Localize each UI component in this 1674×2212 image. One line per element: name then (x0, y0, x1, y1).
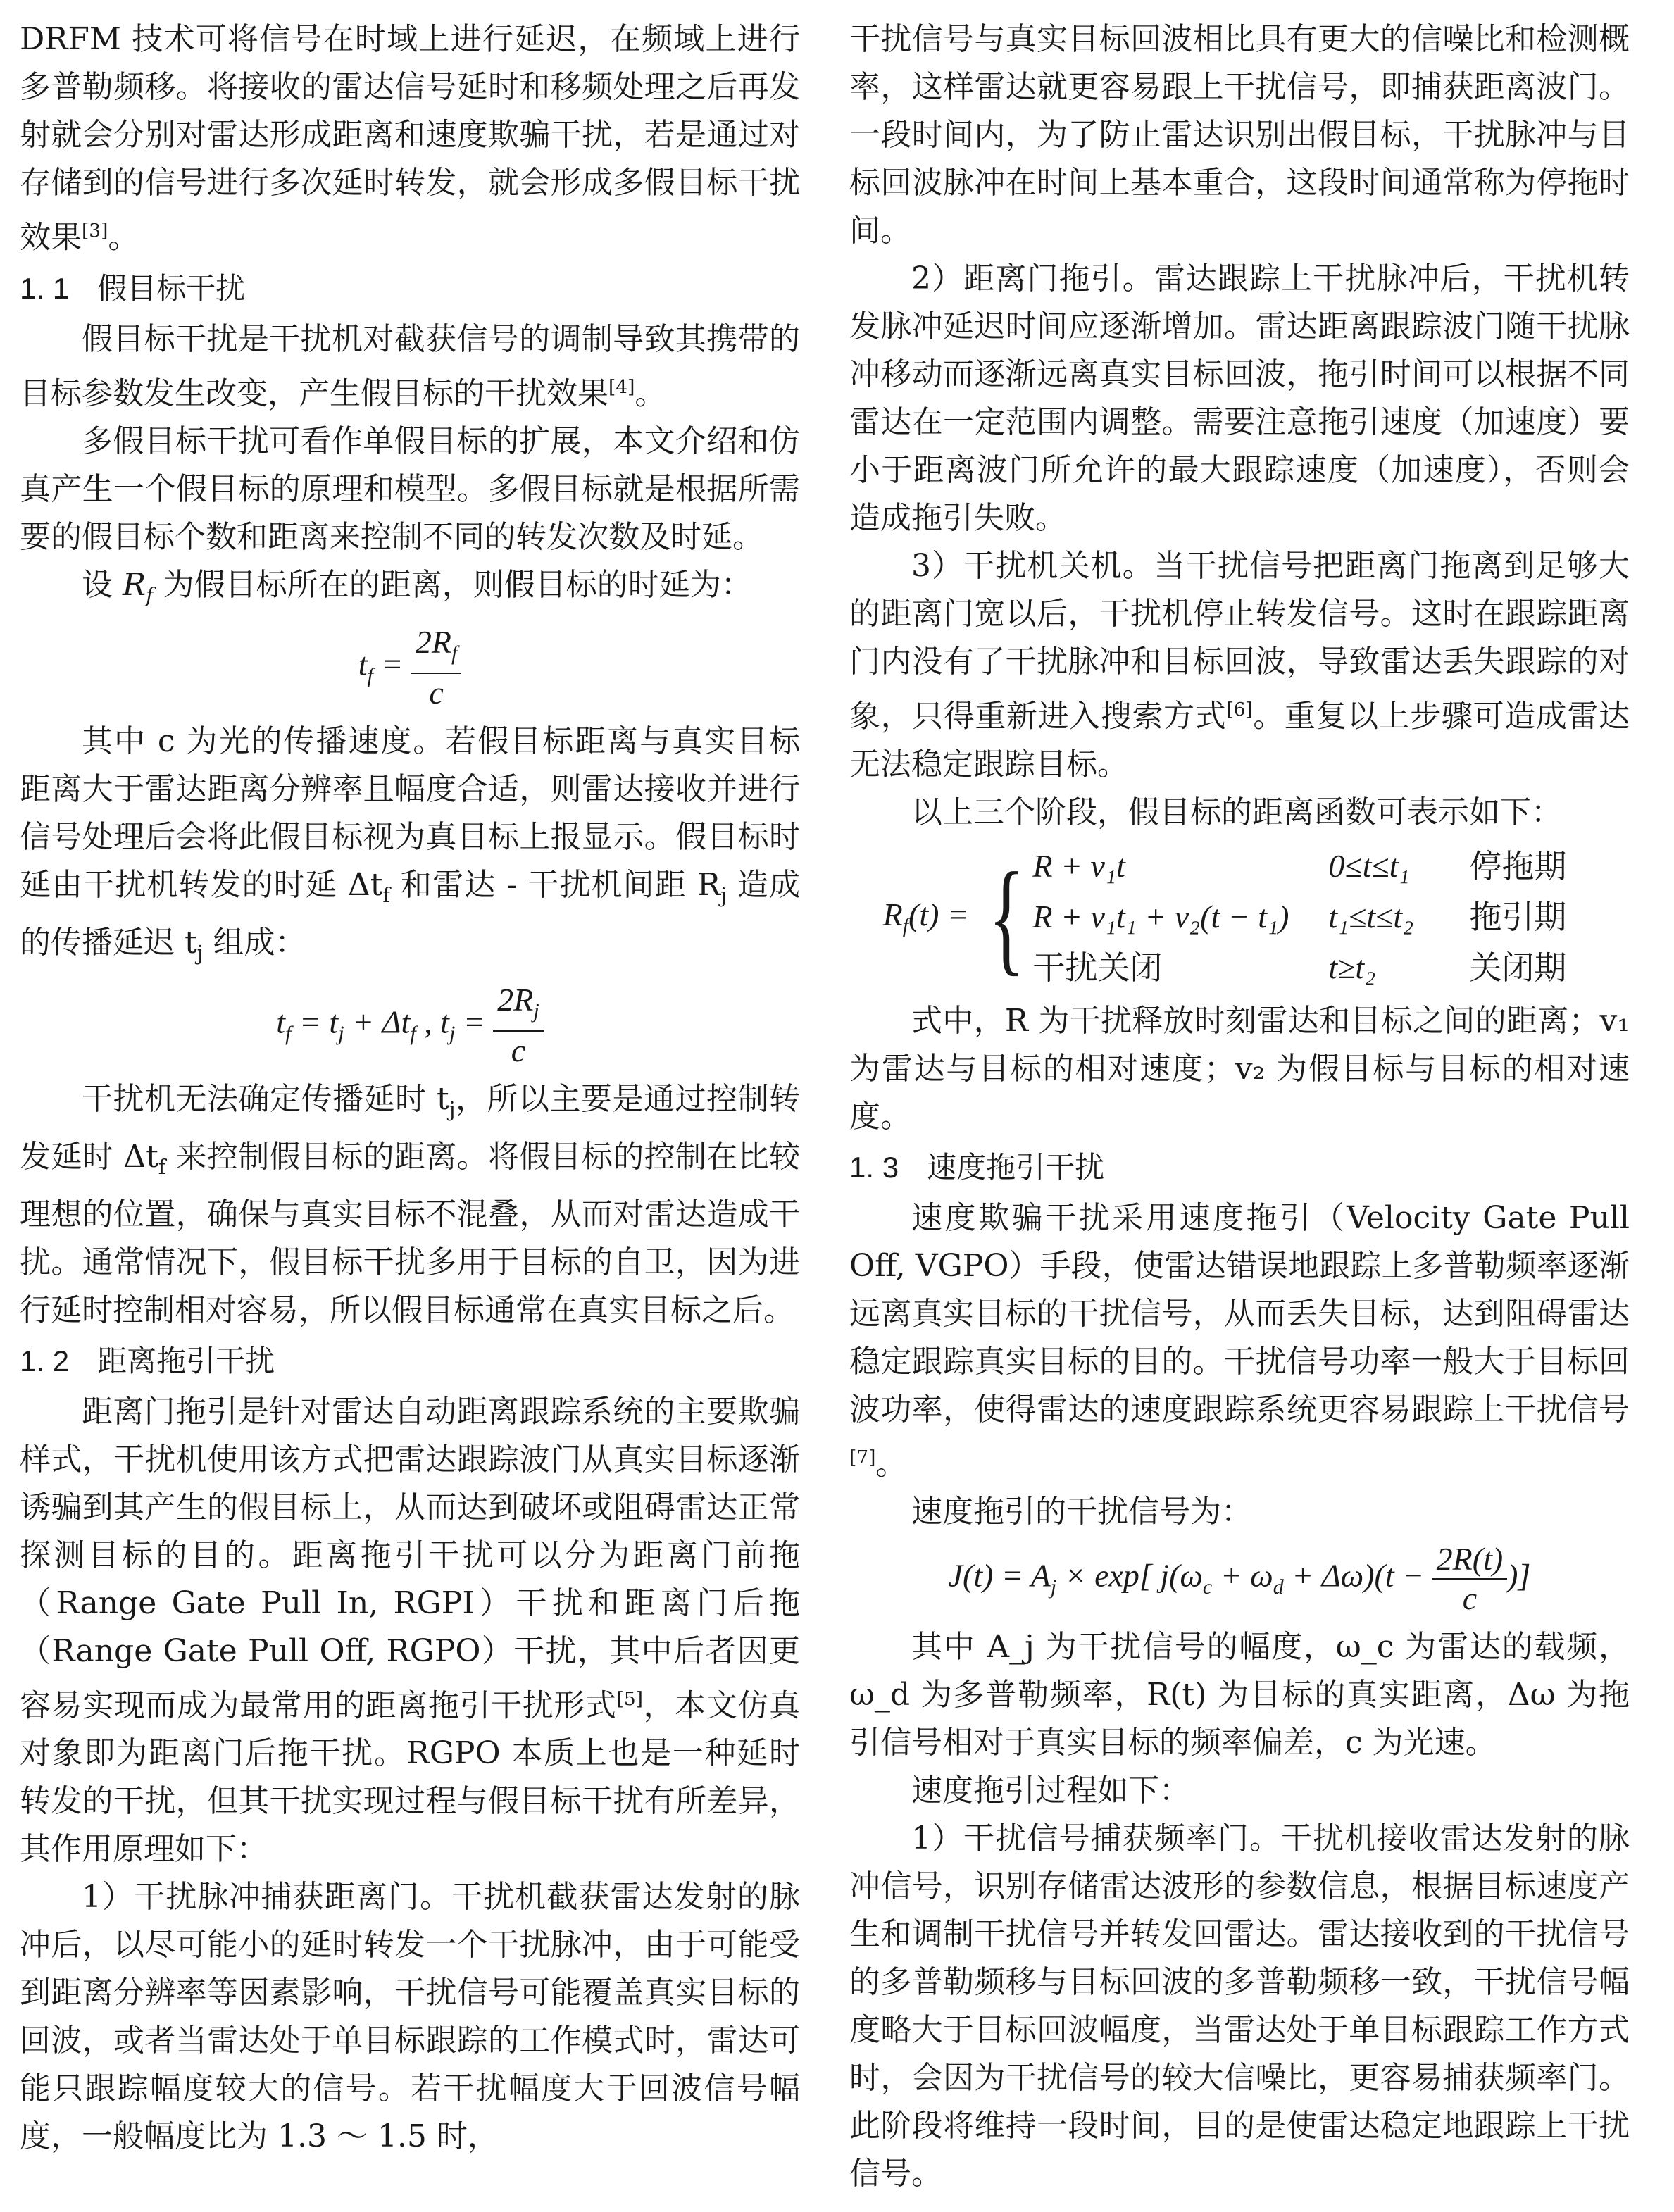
section-heading-1-2: 1. 2 距离拖引干扰 (20, 1344, 275, 1377)
citation: [7] (849, 1446, 876, 1468)
paragraph: 距离门拖引是针对雷达自动距离跟踪系统的主要欺骗样式，干扰机使用该方式把雷达跟踪波门从真实目标逐渐诱骗到其产生的假目标上，从而达到破坏或阻碍雷达正常探测目标的目的。距离拖引干扰可以分为距离门前拖（Range Gate Pull In, RGPI）干扰和距离门后拖（Range Gate Pull Off, RGPO）干扰，其中后者因更容易实现而成为最常用的距离拖引干扰形式[5]，本文仿真对象即为距离门后拖干扰。RGPO 本质上也是一种延时转发的干扰，但其干扰实现过程与假目标干扰有所差异，其作用原理如下： (20, 1393, 801, 1868)
paragraph: 式中，R 为干扰释放时刻雷达和目标之间的距离；v₁ 为雷达与目标的相对速度；v₂ 为假目标与目标的相对速度。 (849, 1002, 1630, 1135)
paragraph: 2）距离门拖引。雷达跟踪上干扰脉冲后，干扰机转发脉冲延迟时间应逐渐增加。雷达距离跟踪波门随干扰脉冲移动而逐渐远离真实目标回波，拖引时间可以根据不同雷达在一定范围内调整。需要注意拖引速度（加速度）要小于距离波门所允许的最大跟踪速度（加速度），否则会造成拖引失败。 (849, 261, 1630, 536)
paragraph: 设 $R_f$ 为假目标所在的距离，则假目标的时延为： (82, 567, 752, 608)
citation: [6] (1226, 699, 1253, 720)
fraction: $\frac{2R(t)}{c}$ (1432, 1540, 1508, 1618)
fraction: $\frac{2R_j}{c}$ (493, 981, 543, 1070)
paragraph: 其中 A_j 为干扰信号的幅度，ω_c 为雷达的载频，ω_d 为多普勒频率，R(t) 为目标的真实距离，Δω 为拖引信号相对于真实目标的频率偏差，c 为光速。 (849, 1629, 1630, 1761)
brace: { (988, 846, 1025, 987)
paragraph: 多假目标干扰可看作单假目标的扩展，本文介绍和仿真产生一个假目标的原理和模型。多假目标就是根据所需要的假目标个数和距离来控制不同的转发次数及时延。 (20, 423, 800, 556)
equation-delay: $t_f$ = $\frac{2R_f}{c}$ (20, 623, 800, 712)
section-heading-1-3: 1. 3 速度拖引干扰 (849, 1150, 1105, 1184)
paragraph: 以上三个阶段，假目标的距离函数可表示如下： (911, 794, 1562, 830)
right-column (849, 15, 1630, 2198)
equation-jamming-signal: $J(t) = A_j \times \exp$[ $j(\omega_c + \omega_d + \Delta\omega)(t$ − $\frac{2R(t)}{c}$ )] (948, 1541, 1531, 1617)
paragraph: 干扰机无法确定传播延时 $t_j$，所以主要是通过控制转发延时 $\Delta t_f$ 来控制假目标的距离。将假目标的控制在比较理想的位置，确保与真实目标不混叠，从而对雷达造成干扰。通常情况下，假目标干扰多用于目标的自卫，因为进行延时控制相对容易，所以假目标通常在真实目标之后。 (20, 1081, 801, 1328)
paragraph: 其中 c 为光的传播速度。若假目标距离与真实目标距离大于雷达距离分辨率且幅度合适，则雷达接收并进行信号处理后会将此假目标视为真目标上报显示。假目标时延由干扰机转发的时延 $\Delta t_f$ 和雷达 - 干扰机间距 $R_j$ 造成的传播延迟 $t_j$ 组成： (20, 723, 800, 965)
paragraph: DRFM 技术可将信号在时域上进行延迟，在频域上进行多普勒频移。将接收的雷达信号延时和移频处理之后再发射就会分别对雷达形成距离和速度欺骗干扰，若是通过对存储到的信号进行多次延时转发，就会形成多假目标干扰效果[3]。 (20, 21, 800, 256)
paragraph: 3）干扰机关机。当干扰信号把距离门拖离到足够大的距离门宽以后，干扰机停止转发信号。这时在跟踪距离门内没有了干扰脉冲和目标回波，导致雷达丢失跟踪的对象，只得重新进入搜索方式[6]。重复以上步骤可造成雷达无法稳定跟踪目标。 (849, 548, 1630, 782)
citation: [5] (616, 1687, 643, 1710)
paragraph: 1）干扰信号捕获频率门。干扰机接收雷达发射的脉冲信号，识别存储雷达波形的参数信息，根据目标速度产生和调制干扰信号并转发回雷达。雷达接收到的干扰信号的多普勒频移与目标回波的多普勒频移一致，干扰信号幅度略大于目标回波幅度，当雷达处于单目标跟踪工作方式时，会因为干扰信号的较大信噪比，更容易捕获频率门。此阶段将维持一段时间，目的是使雷达稳定地跟踪上干扰信号。 (849, 1820, 1630, 2192)
paragraph: 速度拖引的干扰信号为： (911, 1494, 1252, 1530)
equation-cases: R + v₁t 0≤t≤t₁ 停拖期 R + v₁t₁ + v₂(t − t₁) t₁≤t≤t₂ 拖引期 干扰关闭 t≥t₂ 关闭期 (1032, 846, 1567, 987)
equation-total-delay: $t_f = t_j + \Delta t_f$ , $t_j$ = $\frac{2R_j}{c}$ (20, 981, 800, 1070)
paragraph: 速度欺骗干扰采用速度拖引（Velocity Gate Pull Off, VGPO）手段，使雷达错误地跟踪上多普勒频率逐渐远离真实目标的干扰信号，从而丢失目标，达到阻碍雷达稳定跟踪真实目标的目的。干扰信号功率一般大于目标回波功率，使得雷达的速度跟踪系统更容易跟踪上干扰信号[7]。 (849, 1199, 1630, 1482)
paragraph: 假目标干扰是干扰机对截获信号的调制导致其携带的目标参数发生改变，产生假目标的干扰效果[4]。 (20, 320, 800, 412)
citation: [4] (608, 375, 635, 398)
section-heading-1-1: 1. 1 假目标干扰 (20, 271, 246, 305)
paragraph: 速度拖引过程如下： (911, 1773, 1190, 1809)
equation-range-function: $R_f(t)$ = { R + v₁t 0≤t≤t₁ 停拖期 R + v₁t₁ + v₂(t − t₁) t₁≤t≤t₂ 拖引期 干扰关闭 t≥t₂ 关闭期 (849, 841, 1630, 993)
left-column (20, 15, 800, 2161)
citation: [3] (82, 220, 108, 242)
paragraph: 干扰信号与真实目标回波相比具有更大的信噪比和检测概率，这样雷达就更容易跟上干扰信号，即捕获距离波门。一段时间内，为了防止雷达识别出假目标，干扰脉冲与目标回波脉冲在时间上基本重合，这段时间通常称为停拖时间。 (849, 21, 1630, 249)
fraction: $\frac{2R_f}{c}$ (411, 623, 461, 712)
paragraph: 1）干扰脉冲捕获距离门。干扰机截获雷达发射的脉冲后，以尽可能小的延时转发一个干扰脉冲，由于可能受到距离分辨率等因素影响，干扰信号可能覆盖真实目标的回波，或者当雷达处于单目标跟踪的工作模式时，雷达可能只跟踪幅度较大的信号。若干扰幅度大于回波信号幅度，一般幅度比为 1.3 ～ 1.5 时， (20, 1879, 800, 2155)
